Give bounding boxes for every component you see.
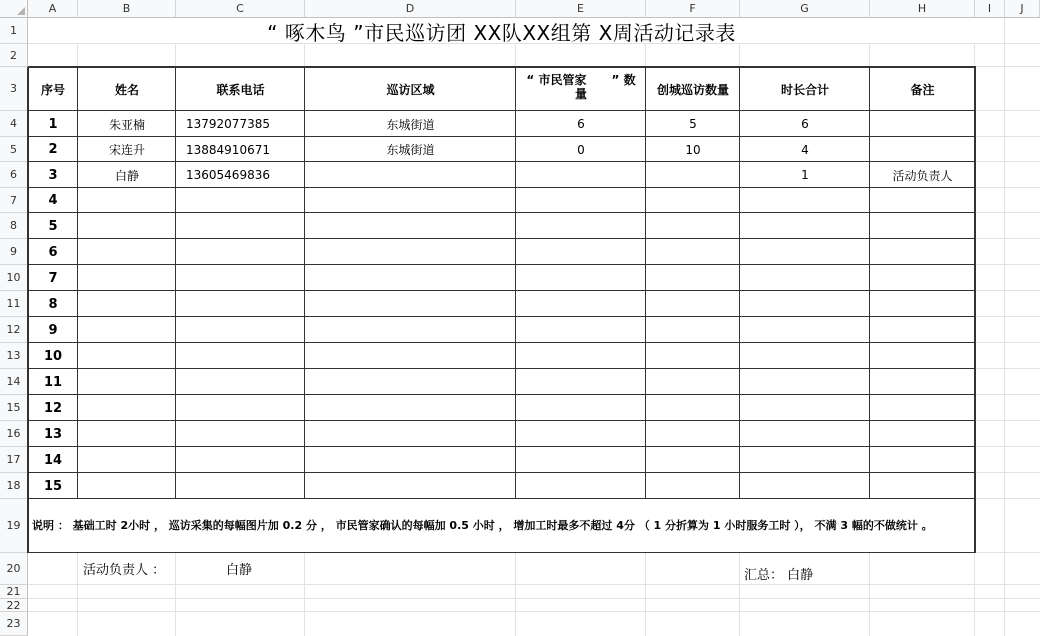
cell-steward[interactable] xyxy=(516,188,646,213)
cell-area[interactable]: 东城街道 xyxy=(386,117,435,132)
table-border-horizontal xyxy=(28,316,976,317)
summary-label[interactable]: 汇总： 白静 xyxy=(744,567,814,583)
cell-visits[interactable] xyxy=(646,343,740,369)
header-steward[interactable] xyxy=(516,67,646,111)
header-visits[interactable]: 创城巡访数量 xyxy=(656,82,729,97)
cell-remarks[interactable] xyxy=(870,265,975,291)
cell-name[interactable] xyxy=(78,421,176,447)
cell-seq[interactable]: 4 xyxy=(48,193,58,208)
cell-phone[interactable]: 13792077385 xyxy=(186,117,270,131)
cell-visits[interactable] xyxy=(646,421,740,447)
header-seq[interactable]: 序号 xyxy=(40,82,65,97)
cell-hours[interactable] xyxy=(740,188,870,213)
table-border-vertical xyxy=(739,67,740,499)
cell-phone[interactable] xyxy=(176,421,305,447)
table-border-vertical xyxy=(869,67,870,499)
cell-visits[interactable] xyxy=(646,188,740,213)
cell-visits[interactable] xyxy=(646,369,740,395)
cell-area[interactable] xyxy=(305,473,516,499)
cell-name[interactable] xyxy=(78,473,176,499)
cell-steward[interactable] xyxy=(516,291,646,317)
cell-name[interactable] xyxy=(78,291,176,317)
row-header[interactable]: 20 xyxy=(0,553,28,585)
column-header-b[interactable]: B xyxy=(78,0,176,18)
cell-remarks[interactable] xyxy=(870,213,975,239)
column-header-j[interactable]: J xyxy=(1005,0,1040,18)
cell-seq[interactable]: 9 xyxy=(48,322,58,338)
cell-phone[interactable]: 13884910671 xyxy=(186,142,270,157)
cell-steward[interactable] xyxy=(516,239,646,265)
table-border-vertical xyxy=(974,67,976,553)
row-header[interactable]: 16 xyxy=(0,421,28,447)
cell-remarks[interactable] xyxy=(870,369,975,395)
cell-remarks[interactable] xyxy=(870,473,975,499)
cell-phone[interactable] xyxy=(176,317,305,343)
cell-hours[interactable] xyxy=(740,395,870,421)
row-header[interactable]: 8 xyxy=(0,213,28,239)
column-header-a[interactable]: A xyxy=(28,0,78,18)
cell-hours[interactable] xyxy=(740,343,870,369)
cell-phone[interactable] xyxy=(176,188,305,213)
cell-steward[interactable] xyxy=(516,369,646,395)
cell-steward[interactable]: 0 xyxy=(577,142,585,157)
cell-name[interactable]: 白静 xyxy=(114,168,139,183)
cell-seq[interactable]: 5 xyxy=(48,218,58,234)
cell-visits[interactable]: 5 xyxy=(689,117,697,131)
table-border-vertical xyxy=(304,67,305,499)
header-remarks[interactable]: 备注 xyxy=(910,82,935,97)
cell-seq[interactable]: 2 xyxy=(48,142,58,157)
cell-area[interactable] xyxy=(305,421,516,447)
cell-hours[interactable] xyxy=(740,265,870,291)
cell-visits[interactable] xyxy=(646,447,740,473)
cell-steward[interactable] xyxy=(516,473,646,499)
row-header[interactable]: 18 xyxy=(0,473,28,499)
cell-area[interactable] xyxy=(305,447,516,473)
cell-visits[interactable] xyxy=(646,317,740,343)
row-header[interactable]: 6 xyxy=(0,162,28,188)
table-border-horizontal xyxy=(28,161,976,162)
cell-remarks[interactable] xyxy=(870,395,975,421)
cell-phone[interactable]: 13605469836 xyxy=(186,168,270,182)
row-header[interactable]: 17 xyxy=(0,447,28,473)
cell-name[interactable] xyxy=(78,395,176,421)
header-steward-line2: 量 xyxy=(574,87,587,101)
cell-remarks[interactable] xyxy=(870,291,975,317)
table-border-horizontal xyxy=(28,290,976,291)
cell-visits[interactable] xyxy=(646,291,740,317)
table-border-horizontal xyxy=(28,368,976,369)
row-header[interactable]: 1 xyxy=(0,18,28,44)
cell-remarks[interactable] xyxy=(870,188,975,213)
cell-hours[interactable] xyxy=(740,213,870,239)
cell-steward[interactable] xyxy=(516,213,646,239)
row-header[interactable]: 22 xyxy=(0,599,28,612)
table-border-vertical xyxy=(515,67,516,499)
cell-area[interactable] xyxy=(305,395,516,421)
cell-area[interactable] xyxy=(305,343,516,369)
cell-area[interactable]: 东城街道 xyxy=(386,143,435,157)
cell-name[interactable]: 宋连升 xyxy=(108,143,145,157)
row-header[interactable]: 5 xyxy=(0,137,28,162)
row-header[interactable]: 21 xyxy=(0,585,28,599)
column-header-f[interactable]: F xyxy=(646,0,740,18)
row-header[interactable]: 3 xyxy=(0,67,28,111)
row-header[interactable]: 7 xyxy=(0,188,28,213)
select-all-corner[interactable] xyxy=(0,0,28,18)
cell-seq[interactable]: 11 xyxy=(43,374,63,390)
row-header[interactable]: 13 xyxy=(0,343,28,369)
cell-remarks[interactable] xyxy=(870,239,975,265)
cell-phone[interactable] xyxy=(176,447,305,473)
cell-visits[interactable] xyxy=(646,213,740,239)
column-header-g[interactable]: G xyxy=(740,0,870,18)
row-header[interactable]: 11 xyxy=(0,291,28,317)
cell-hours[interactable]: 6 xyxy=(801,117,809,131)
cell-remarks[interactable] xyxy=(870,447,975,473)
cell-seq[interactable]: 12 xyxy=(43,400,63,416)
row-header[interactable]: 9 xyxy=(0,239,28,265)
column-header-d[interactable]: D xyxy=(305,0,516,18)
cell-visits[interactable] xyxy=(646,265,740,291)
cell-remarks[interactable] xyxy=(870,111,975,137)
table-border-horizontal xyxy=(28,446,976,447)
cell-name[interactable] xyxy=(78,188,176,213)
table-border-horizontal xyxy=(28,472,976,473)
table-border-horizontal xyxy=(28,238,976,239)
cell-hours[interactable] xyxy=(740,317,870,343)
note-text[interactable]: 说明 ： 基础工时 2小时 ， 巡访采集的每幅图片加 0.2 分 ， 市民管家确认的每幅加 0.5 小时 ， 增加工时最多不超过 4分 （ 1 分折算为 1 小时服务工时 ）， 不满 3 幅的不做统计 。 xyxy=(32,519,933,532)
table-border-horizontal xyxy=(28,342,976,343)
cell-seq[interactable]: 1 xyxy=(48,116,58,132)
cell-steward[interactable] xyxy=(516,265,646,291)
gridline-horizontal xyxy=(28,611,1040,612)
cell-visits[interactable] xyxy=(646,395,740,421)
table-border-horizontal xyxy=(28,420,976,421)
row-header[interactable]: 23 xyxy=(0,612,28,636)
cell-steward[interactable] xyxy=(516,162,646,188)
column-header-c[interactable]: C xyxy=(176,0,305,18)
cell-seq[interactable]: 15 xyxy=(43,478,63,494)
row-header[interactable]: 4 xyxy=(0,111,28,137)
cell-area[interactable] xyxy=(305,239,516,265)
table-border-horizontal xyxy=(28,136,976,137)
cell-steward[interactable] xyxy=(516,421,646,447)
cell-area[interactable] xyxy=(305,265,516,291)
cell-steward[interactable] xyxy=(516,395,646,421)
cell-seq[interactable]: 13 xyxy=(43,426,63,442)
cell-seq[interactable]: 6 xyxy=(48,244,58,260)
cell-remarks[interactable] xyxy=(870,137,975,162)
cell-remarks[interactable]: 活动负责人 xyxy=(892,168,953,183)
cell-steward[interactable] xyxy=(516,447,646,473)
cell-hours[interactable] xyxy=(740,369,870,395)
cell-steward[interactable] xyxy=(516,343,646,369)
leader-label[interactable]: 活动负责人 ： xyxy=(83,562,166,578)
gridline-horizontal xyxy=(28,584,1040,585)
cell-area[interactable] xyxy=(305,162,516,188)
cell-phone[interactable] xyxy=(176,291,305,317)
cell-remarks[interactable] xyxy=(870,343,975,369)
cell-seq[interactable]: 3 xyxy=(48,167,58,183)
cell-visits[interactable] xyxy=(646,239,740,265)
cell-hours[interactable] xyxy=(740,421,870,447)
cell-name[interactable]: 朱亚楠 xyxy=(108,117,145,132)
table-border-horizontal xyxy=(28,552,976,553)
cell-remarks[interactable] xyxy=(870,317,975,343)
row-header[interactable]: 2 xyxy=(0,44,28,67)
cell-hours[interactable]: 1 xyxy=(801,168,809,182)
cell-name[interactable] xyxy=(78,213,176,239)
table-border-horizontal xyxy=(28,394,976,395)
row-header[interactable]: 19 xyxy=(0,499,28,553)
table-border-horizontal xyxy=(28,187,976,188)
cell-hours[interactable] xyxy=(740,291,870,317)
cell-hours[interactable]: 4 xyxy=(801,142,809,157)
cell-name[interactable] xyxy=(78,265,176,291)
cell-name[interactable] xyxy=(78,317,176,343)
cell-name[interactable] xyxy=(78,447,176,473)
row-header[interactable]: 15 xyxy=(0,395,28,421)
table-border-horizontal xyxy=(28,212,976,213)
cell-phone[interactable] xyxy=(176,239,305,265)
row-header[interactable]: 14 xyxy=(0,369,28,395)
header-area[interactable]: 巡访区域 xyxy=(386,82,435,97)
cell-hours[interactable] xyxy=(740,473,870,499)
table-border-horizontal xyxy=(28,66,976,68)
cell-phone[interactable] xyxy=(176,369,305,395)
cell-phone[interactable] xyxy=(176,213,305,239)
cell-area[interactable] xyxy=(305,188,516,213)
cell-phone[interactable] xyxy=(176,473,305,499)
table-border-vertical xyxy=(645,67,646,499)
sheet-title[interactable]: “ 啄木鸟 ”市民巡访团 XX队XX组第 X周活动记录表 xyxy=(267,20,736,44)
header-steward-line1: “ 市民管家 ” 数 xyxy=(526,73,636,87)
cell-phone[interactable] xyxy=(176,343,305,369)
cell-phone[interactable] xyxy=(176,395,305,421)
header-name[interactable]: 姓名 xyxy=(114,82,139,97)
table-border-horizontal xyxy=(28,110,976,111)
cell-name[interactable] xyxy=(78,239,176,265)
column-header-h[interactable]: H xyxy=(870,0,975,18)
header-hours[interactable]: 时长合计 xyxy=(780,82,829,97)
cell-area[interactable] xyxy=(305,317,516,343)
cell-visits[interactable]: 10 xyxy=(685,142,701,157)
cell-area[interactable] xyxy=(305,369,516,395)
gridline-horizontal xyxy=(28,598,1040,599)
cell-name[interactable] xyxy=(78,369,176,395)
column-header-e[interactable]: E xyxy=(516,0,646,18)
header-phone[interactable]: 联系电话 xyxy=(216,82,265,97)
cell-visits[interactable] xyxy=(646,162,740,188)
table-border-vertical xyxy=(175,67,176,499)
cell-area[interactable] xyxy=(305,291,516,317)
leader-name[interactable]: 白静 xyxy=(226,562,253,578)
cell-seq[interactable]: 7 xyxy=(48,270,58,286)
cell-steward[interactable]: 6 xyxy=(577,117,585,131)
cell-phone[interactable] xyxy=(176,265,305,291)
table-border-horizontal xyxy=(28,264,976,265)
column-header-i[interactable]: I xyxy=(975,0,1005,18)
cell-visits[interactable] xyxy=(646,473,740,499)
cell-name[interactable] xyxy=(78,343,176,369)
cell-hours[interactable] xyxy=(740,239,870,265)
table-border-vertical xyxy=(77,67,78,499)
table-border-vertical xyxy=(27,67,29,553)
cell-seq[interactable]: 14 xyxy=(43,452,63,468)
cell-hours[interactable] xyxy=(740,447,870,473)
cell-seq[interactable]: 8 xyxy=(48,296,58,312)
cell-remarks[interactable] xyxy=(870,421,975,447)
cell-steward[interactable] xyxy=(516,317,646,343)
cell-seq[interactable]: 10 xyxy=(43,348,63,364)
cell-area[interactable] xyxy=(305,213,516,239)
table-border-horizontal xyxy=(28,498,976,499)
row-header[interactable]: 12 xyxy=(0,317,28,343)
row-header[interactable]: 10 xyxy=(0,265,28,291)
